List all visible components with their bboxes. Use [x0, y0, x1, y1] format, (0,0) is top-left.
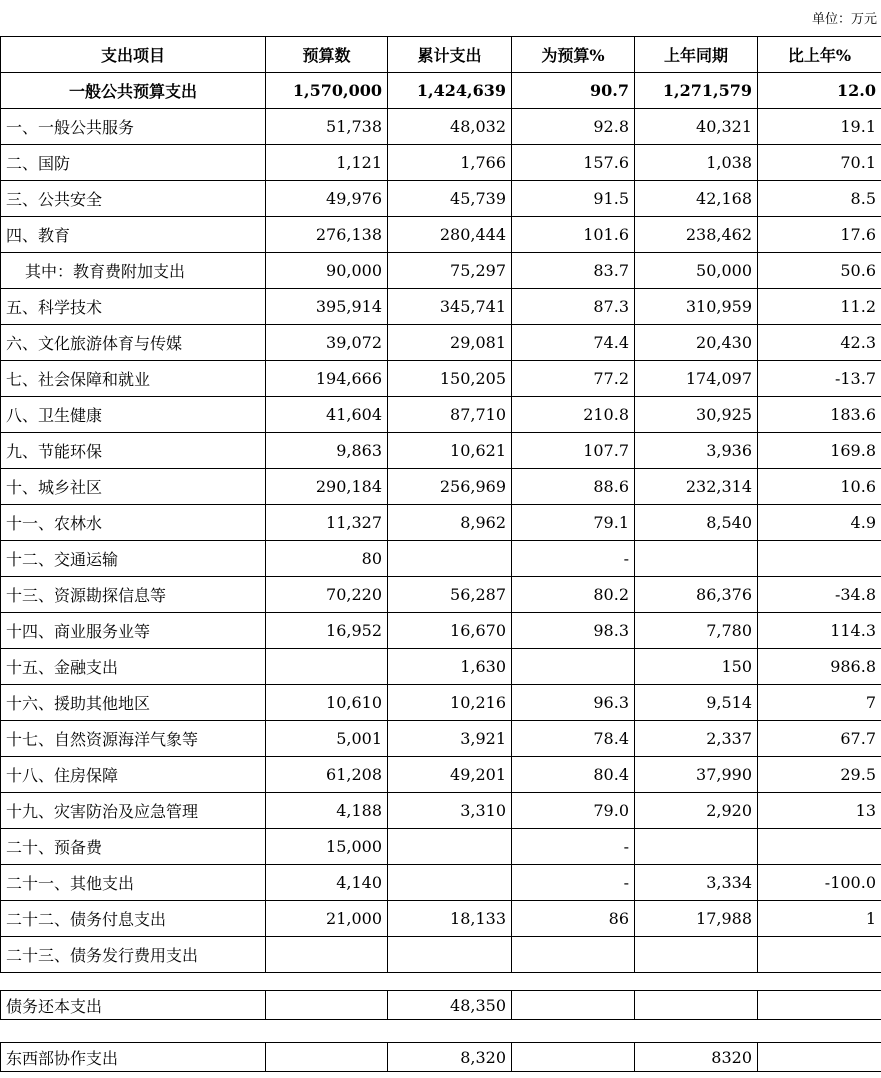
row-yoy: 169.8 — [758, 433, 881, 469]
header-yoy: 比上年% — [758, 37, 881, 73]
total-yoy: 12.0 — [758, 73, 881, 109]
row-pct-budget — [512, 1043, 635, 1072]
row-yoy: 42.3 — [758, 325, 881, 361]
row-pct-budget — [512, 649, 635, 685]
row-cumulative: 150,205 — [388, 361, 512, 397]
row-last-year: 40,321 — [635, 109, 758, 145]
row-last-year — [635, 541, 758, 577]
row-budget: 10,610 — [266, 685, 388, 721]
row-last-year: 174,097 — [635, 361, 758, 397]
row-last-year: 30,925 — [635, 397, 758, 433]
row-name: 二十二、债务付息支出 — [1, 901, 266, 937]
row-budget: 41,604 — [266, 397, 388, 433]
row-cumulative: 1,766 — [388, 145, 512, 181]
row-budget: 21,000 — [266, 901, 388, 937]
row-cumulative: 1,630 — [388, 649, 512, 685]
row-name: 二十一、其他支出 — [1, 865, 266, 901]
row-last-year: 42,168 — [635, 181, 758, 217]
row-cumulative: 10,216 — [388, 685, 512, 721]
header-last-year: 上年同期 — [635, 37, 758, 73]
row-pct-budget: - — [512, 829, 635, 865]
row-name: 十七、自然资源海洋气象等 — [1, 721, 266, 757]
row-last-year: 86,376 — [635, 577, 758, 613]
table-row — [1, 433, 881, 469]
row-budget: 15,000 — [266, 829, 388, 865]
row-last-year — [635, 937, 758, 973]
header-row — [1, 37, 881, 73]
expenditure-table — [0, 36, 881, 973]
table-row — [1, 289, 881, 325]
table-row — [1, 181, 881, 217]
row-name: 十三、资源勘探信息等 — [1, 577, 266, 613]
row-pct-budget: 96.3 — [512, 685, 635, 721]
row-cumulative: 49,201 — [388, 757, 512, 793]
table-row — [1, 469, 881, 505]
row-cumulative — [388, 541, 512, 577]
row-pct-budget: 74.4 — [512, 325, 635, 361]
row-budget: 39,072 — [266, 325, 388, 361]
row-yoy: 13 — [758, 793, 881, 829]
table-row — [1, 217, 881, 253]
row-yoy: -100.0 — [758, 865, 881, 901]
row-name: 债务还本支出 — [1, 991, 266, 1020]
row-cumulative: 256,969 — [388, 469, 512, 505]
row-cumulative: 10,621 — [388, 433, 512, 469]
row-yoy: 10.6 — [758, 469, 881, 505]
row-cumulative: 48,032 — [388, 109, 512, 145]
table-row — [1, 793, 881, 829]
row-yoy — [758, 829, 881, 865]
row-cumulative: 75,297 — [388, 253, 512, 289]
row-budget — [266, 991, 388, 1020]
row-cumulative: 280,444 — [388, 217, 512, 253]
row-name: 十、城乡社区 — [1, 469, 266, 505]
row-name: 十二、交通运输 — [1, 541, 266, 577]
row-last-year: 310,959 — [635, 289, 758, 325]
total-name: 一般公共预算支出 — [1, 73, 266, 109]
row-budget: 80 — [266, 541, 388, 577]
row-pct-budget: 92.8 — [512, 109, 635, 145]
row-yoy: 19.1 — [758, 109, 881, 145]
total-budget: 1,570,000 — [266, 73, 388, 109]
row-last-year: 17,988 — [635, 901, 758, 937]
row-cumulative: 56,287 — [388, 577, 512, 613]
table-row — [1, 613, 881, 649]
row-budget: 290,184 — [266, 469, 388, 505]
unit-label: 单位：万元 — [811, 12, 877, 27]
row-name: 十六、援助其他地区 — [1, 685, 266, 721]
row-yoy: 1 — [758, 901, 881, 937]
row-pct-budget: 98.3 — [512, 613, 635, 649]
row-name: 十八、住房保障 — [1, 757, 266, 793]
header-item: 支出项目 — [1, 37, 266, 73]
row-budget: 51,738 — [266, 109, 388, 145]
row-yoy: 986.8 — [758, 649, 881, 685]
table-row — [1, 901, 881, 937]
row-pct-budget — [512, 991, 635, 1020]
row-yoy: 114.3 — [758, 613, 881, 649]
row-yoy: 8.5 — [758, 181, 881, 217]
row-last-year: 3,334 — [635, 865, 758, 901]
row-cumulative — [388, 865, 512, 901]
row-last-year: 1,038 — [635, 145, 758, 181]
table-row — [1, 541, 881, 577]
row-yoy — [758, 1043, 881, 1072]
row-last-year: 9,514 — [635, 685, 758, 721]
row-budget: 5,001 — [266, 721, 388, 757]
row-name: 七、社会保障和就业 — [1, 361, 266, 397]
row-last-year: 232,314 — [635, 469, 758, 505]
row-cumulative: 16,670 — [388, 613, 512, 649]
table-row — [1, 649, 881, 685]
row-cumulative: 18,133 — [388, 901, 512, 937]
header-budget: 预算数 — [266, 37, 388, 73]
table-row — [1, 505, 881, 541]
row-name: 二十三、债务发行费用支出 — [1, 937, 266, 973]
table-row — [1, 253, 881, 289]
row-yoy: -13.7 — [758, 361, 881, 397]
row-pct-budget: 88.6 — [512, 469, 635, 505]
row-last-year: 238,462 — [635, 217, 758, 253]
row-cumulative: 48,350 — [388, 991, 512, 1020]
row-yoy — [758, 937, 881, 973]
row-pct-budget: 91.5 — [512, 181, 635, 217]
row-name: 三、公共安全 — [1, 181, 266, 217]
table-row — [1, 361, 881, 397]
row-budget: 16,952 — [266, 613, 388, 649]
row-yoy: 7 — [758, 685, 881, 721]
row-budget — [266, 649, 388, 685]
table-row — [1, 829, 881, 865]
row-pct-budget: 157.6 — [512, 145, 635, 181]
row-name: 四、教育 — [1, 217, 266, 253]
row-yoy: 17.6 — [758, 217, 881, 253]
row-pct-budget: 80.2 — [512, 577, 635, 613]
debt-repayment-table — [0, 990, 881, 1020]
row-budget: 276,138 — [266, 217, 388, 253]
row-budget: 49,976 — [266, 181, 388, 217]
total-last-year: 1,271,579 — [635, 73, 758, 109]
header-cumulative: 累计支出 — [388, 37, 512, 73]
row-last-year: 150 — [635, 649, 758, 685]
row-budget: 70,220 — [266, 577, 388, 613]
row-name: 十四、商业服务业等 — [1, 613, 266, 649]
row-yoy: 4.9 — [758, 505, 881, 541]
row-name: 六、文化旅游体育与传媒 — [1, 325, 266, 361]
row-name: 十五、金融支出 — [1, 649, 266, 685]
table-row — [1, 325, 881, 361]
row-budget: 1,121 — [266, 145, 388, 181]
row-yoy — [758, 991, 881, 1020]
row-yoy — [758, 541, 881, 577]
table-row — [1, 1043, 881, 1072]
table-row — [1, 685, 881, 721]
row-budget: 4,188 — [266, 793, 388, 829]
table-row — [1, 145, 881, 181]
row-name: 九、节能环保 — [1, 433, 266, 469]
row-last-year: 8320 — [635, 1043, 758, 1072]
row-cumulative — [388, 829, 512, 865]
row-pct-budget: 107.7 — [512, 433, 635, 469]
row-yoy: -34.8 — [758, 577, 881, 613]
row-pct-budget: 210.8 — [512, 397, 635, 433]
row-last-year: 3,936 — [635, 433, 758, 469]
row-pct-budget — [512, 937, 635, 973]
header-pct-budget: 为预算% — [512, 37, 635, 73]
table-row — [1, 721, 881, 757]
row-name: 其中：教育费附加支出 — [1, 253, 266, 289]
row-cumulative: 8,962 — [388, 505, 512, 541]
row-budget: 395,914 — [266, 289, 388, 325]
row-pct-budget: 78.4 — [512, 721, 635, 757]
row-last-year: 8,540 — [635, 505, 758, 541]
row-cumulative: 87,710 — [388, 397, 512, 433]
row-last-year — [635, 829, 758, 865]
total-pct-budget: 90.7 — [512, 73, 635, 109]
row-budget — [266, 937, 388, 973]
row-cumulative: 45,739 — [388, 181, 512, 217]
row-yoy: 67.7 — [758, 721, 881, 757]
row-pct-budget: 79.1 — [512, 505, 635, 541]
total-cumulative: 1,424,639 — [388, 73, 512, 109]
row-last-year — [635, 991, 758, 1020]
row-budget: 194,666 — [266, 361, 388, 397]
row-name: 二、国防 — [1, 145, 266, 181]
east-west-cooperation-table — [0, 1042, 881, 1072]
row-pct-budget: 87.3 — [512, 289, 635, 325]
row-last-year: 50,000 — [635, 253, 758, 289]
table-row — [1, 577, 881, 613]
row-pct-budget: 80.4 — [512, 757, 635, 793]
row-pct-budget: 79.0 — [512, 793, 635, 829]
row-budget: 4,140 — [266, 865, 388, 901]
table-row — [1, 991, 881, 1020]
row-last-year: 20,430 — [635, 325, 758, 361]
row-name: 十九、灾害防治及应急管理 — [1, 793, 266, 829]
row-name: 东西部协作支出 — [1, 1043, 266, 1072]
row-last-year: 7,780 — [635, 613, 758, 649]
row-pct-budget: - — [512, 865, 635, 901]
table-row — [1, 937, 881, 973]
row-yoy: 29.5 — [758, 757, 881, 793]
table-row — [1, 109, 881, 145]
row-cumulative: 29,081 — [388, 325, 512, 361]
row-cumulative: 345,741 — [388, 289, 512, 325]
row-budget: 90,000 — [266, 253, 388, 289]
row-last-year: 37,990 — [635, 757, 758, 793]
table-row — [1, 397, 881, 433]
table-row — [1, 865, 881, 901]
table-row — [1, 757, 881, 793]
row-pct-budget: 83.7 — [512, 253, 635, 289]
row-name: 八、卫生健康 — [1, 397, 266, 433]
row-pct-budget: - — [512, 541, 635, 577]
row-name: 十一、农林水 — [1, 505, 266, 541]
row-yoy: 50.6 — [758, 253, 881, 289]
row-last-year: 2,337 — [635, 721, 758, 757]
row-name: 五、科学技术 — [1, 289, 266, 325]
row-yoy: 183.6 — [758, 397, 881, 433]
row-cumulative: 3,310 — [388, 793, 512, 829]
row-budget: 61,208 — [266, 757, 388, 793]
row-cumulative: 3,921 — [388, 721, 512, 757]
row-last-year: 2,920 — [635, 793, 758, 829]
row-budget — [266, 1043, 388, 1072]
row-yoy: 11.2 — [758, 289, 881, 325]
total-row — [1, 73, 881, 109]
row-pct-budget: 77.2 — [512, 361, 635, 397]
row-yoy: 70.1 — [758, 145, 881, 181]
row-cumulative: 8,320 — [388, 1043, 512, 1072]
row-budget: 9,863 — [266, 433, 388, 469]
row-budget: 11,327 — [266, 505, 388, 541]
row-name: 二十、预备费 — [1, 829, 266, 865]
row-pct-budget: 101.6 — [512, 217, 635, 253]
row-name: 一、一般公共服务 — [1, 109, 266, 145]
row-cumulative — [388, 937, 512, 973]
row-pct-budget: 86 — [512, 901, 635, 937]
